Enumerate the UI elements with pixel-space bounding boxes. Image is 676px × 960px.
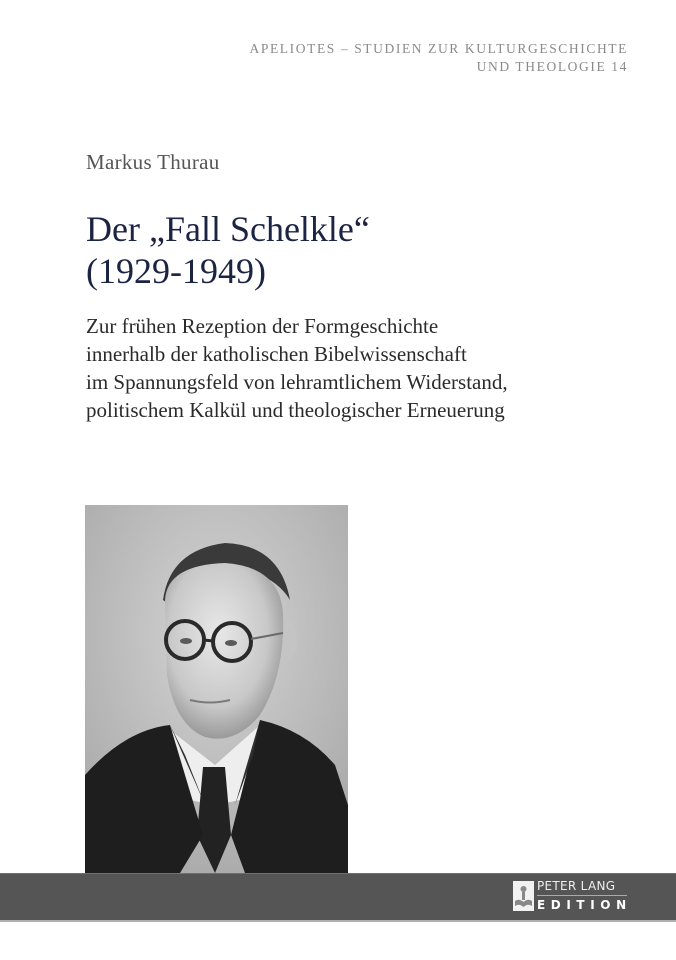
book-title — [86, 208, 370, 292]
publisher-imprint: EDITION — [537, 898, 632, 912]
series-line-2: UND THEOLOGIE 14 — [476, 59, 628, 74]
subtitle-line: im Spannungsfeld von lehramtlichem Widerstand, — [86, 370, 508, 394]
title-line-2: (1929-1949) — [86, 251, 266, 291]
subtitle-line: Zur frühen Rezeption der Formgeschichte — [86, 314, 439, 338]
publisher-name: PETER LANG — [537, 879, 616, 893]
subtitle-line: innerhalb der katholischen Bibelwissenschaft — [86, 342, 467, 366]
publisher-logo-divider — [537, 895, 627, 896]
book-subtitle — [86, 312, 646, 424]
peter-lang-reader-icon — [513, 881, 534, 911]
author-portrait-photo — [85, 505, 348, 873]
series-line-1: APELIOTES – STUDIEN ZUR KULTURGESCHICHTE — [249, 41, 628, 56]
title-line-1: Der „Fall Schelkle“ — [86, 209, 370, 249]
series-title — [250, 40, 629, 76]
portrait-illustration — [85, 505, 348, 873]
author-name: Markus Thurau — [86, 150, 220, 174]
subtitle-line: politischem Kalkül und theologischer Erneuerung — [86, 398, 505, 422]
